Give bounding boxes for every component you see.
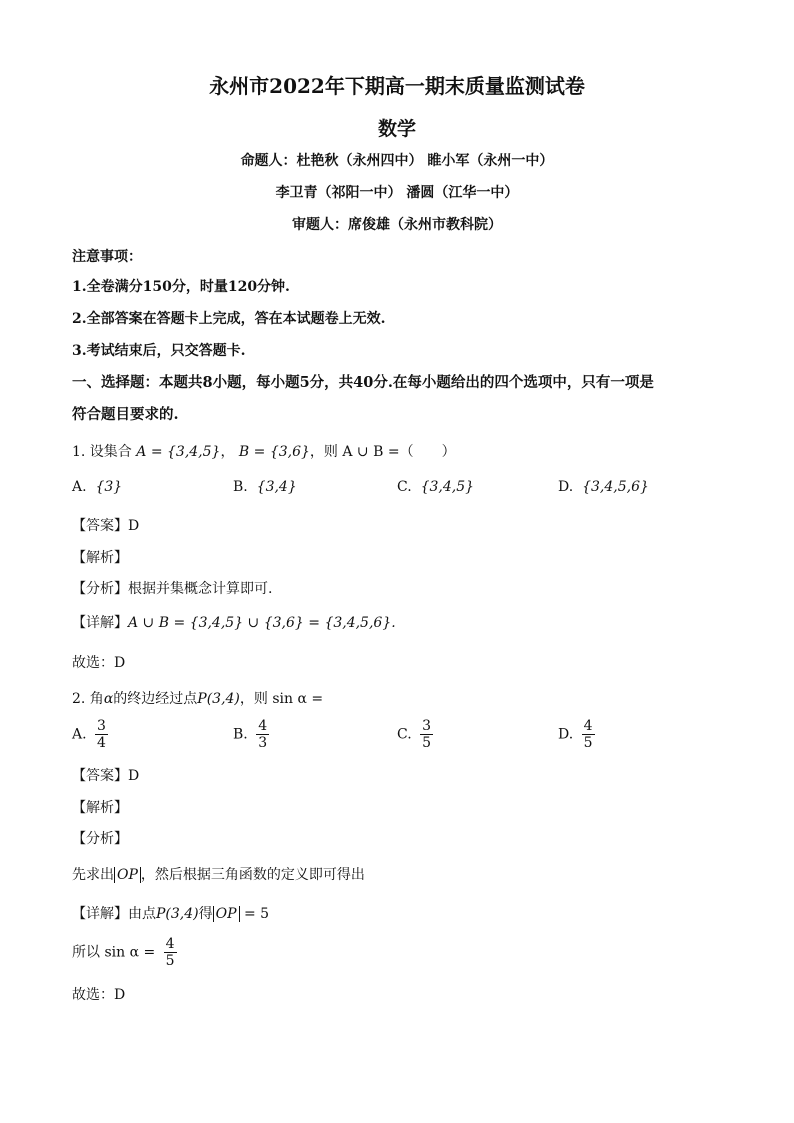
q1-detail: 【详解】A ∪ B = {3,4,5} ∪ {3,6} = {3,4,5,6}. <box>72 615 396 631</box>
q1-analysis-tag: 【解析】 <box>72 550 128 566</box>
q1-set-b: B = {3,6} <box>238 444 310 460</box>
q2-fenxi-text: 先求出 OP ，然后根据三角函数的定义即可得出 <box>72 867 365 883</box>
q1-sep: ， <box>220 444 235 460</box>
q2-option-b: B. $\frac{4}{3}$ <box>233 718 268 751</box>
q2-analysis-tag: 【解析】 <box>72 800 128 816</box>
q2-stem: 2. 角α的终边经过点P(3,4)，则 sin α = <box>72 691 324 707</box>
authors-line-2: 李卫青（祁阳一中） 潘圆（江华一中） <box>275 185 519 201</box>
q1-option-c: C. {3,4,5} <box>397 479 475 495</box>
notice-item-1: 1.全卷满分150分，时量120分钟. <box>72 279 290 295</box>
q1-stem-suffix: ，则 A ∪ B =（ ） <box>309 444 456 460</box>
q2-detail: 【详解】由点P(3,4)得 OP = 5 <box>72 906 270 922</box>
q1-fenxi: 【分析】根据并集概念计算即可. <box>72 581 273 597</box>
subject-title: 数学 <box>377 118 416 140</box>
q2-so: 所以 sin α = $\frac{4}{5}$ <box>72 936 175 969</box>
fraction: $\frac{3}{4}$ <box>97 718 106 751</box>
q1-option-b: B. {3,4} <box>233 479 297 495</box>
q2-fenxi-tag: 【分析】 <box>72 831 128 847</box>
q1-choice: 故选：D <box>72 655 126 671</box>
q2-option-a: A. $\frac{3}{4}$ <box>72 718 106 751</box>
fraction: $\frac{4}{3}$ <box>258 718 268 751</box>
q1-stem-prefix: 1. 设集合 <box>72 444 132 460</box>
q1-stem <box>72 441 456 461</box>
q1-option-d: D. {3,4,5,6} <box>558 479 649 495</box>
fraction: $\frac{4}{5}$ <box>165 936 175 969</box>
q2-choice: 故选：D <box>72 987 126 1003</box>
notice-item-2: 2.全部答案在答题卡上完成，答在本试题卷上无效. <box>72 311 386 327</box>
q1-option-a: A. {3} <box>72 479 123 495</box>
q1-answer: 【答案】D <box>72 518 140 534</box>
reviewer-line: 审题人：席俊雄（永州市教科院） <box>292 217 502 233</box>
fraction: $\frac{4}{5}$ <box>583 718 593 751</box>
q2-option-d: D. $\frac{4}{5}$ <box>558 718 593 751</box>
exam-title: 永州市2022年下期高一期末质量监测试卷 <box>209 74 585 98</box>
section-heading-line-1: 一、选择题：本题共8小题，每小题5分，共40分.在每小题给出的四个选项中，只有一项是 <box>72 374 654 391</box>
section-heading-line-2: 符合题目要求的. <box>72 406 179 423</box>
alpha-symbol: α <box>103 691 114 707</box>
q1-set-a: A = {3,4,5} <box>136 444 221 460</box>
q2-option-c: C. $\frac{3}{5}$ <box>397 718 432 751</box>
fraction: $\frac{3}{5}$ <box>422 718 432 751</box>
q2-answer: 【答案】D <box>72 768 140 784</box>
authors-line-1: 命题人：杜艳秋（永州四中） 睢小军（永州一中） <box>240 153 554 169</box>
notice-item-3: 3.考试结束后，只交答题卡. <box>72 343 246 359</box>
answer-tag: 【答案】 <box>72 518 128 534</box>
notice-heading: 注意事项： <box>72 249 142 265</box>
